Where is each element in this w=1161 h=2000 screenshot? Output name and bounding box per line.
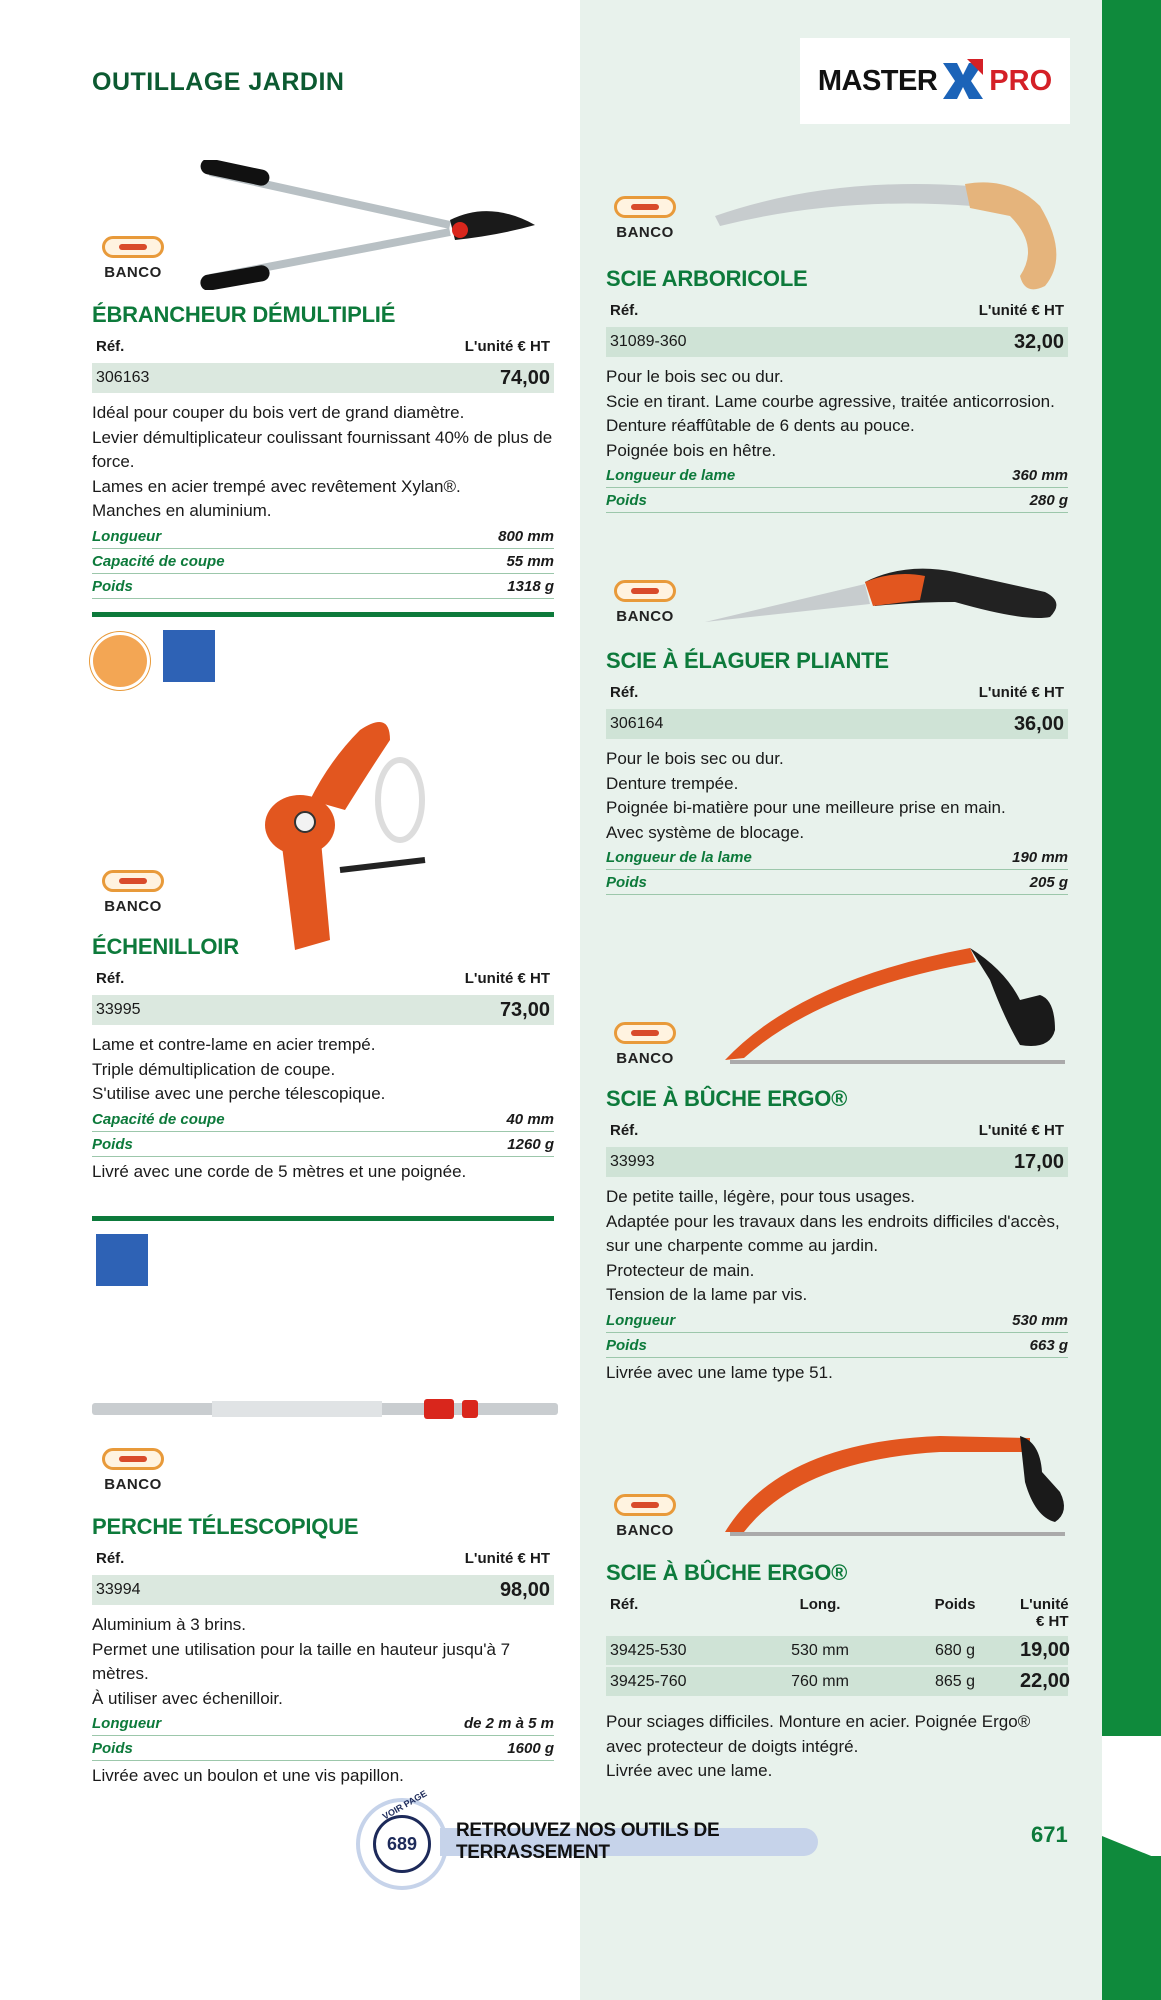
text-line: Manches en aluminium. — [92, 501, 272, 520]
text-line: de 2 m à 5 m — [463, 1715, 554, 1732]
text-line: Longueur de lame — [606, 467, 736, 484]
product-perche — [92, 1514, 554, 1789]
text-line: Longueur — [92, 527, 162, 545]
text-line: 32,00 — [1013, 330, 1064, 353]
product-description — [92, 401, 554, 524]
text-line: 33993 — [610, 1153, 655, 1170]
see-page-label: VOIR PAGE — [380, 1788, 429, 1822]
product-note: Livrée avec un boulon et une vis papillon. — [92, 1766, 404, 1785]
text-line: 190 mm — [1012, 849, 1068, 866]
spec-row — [92, 574, 554, 599]
text-line: Longueur — [606, 1311, 676, 1329]
logo-cross-icon — [943, 59, 983, 103]
text-line: Permet une utilisation pour la taille en hauteur jusqu'à 7 mètres. — [92, 1639, 511, 1683]
side-green-strip — [1102, 0, 1161, 2000]
text-line: 17,00 — [1013, 1150, 1064, 1173]
product-description — [606, 365, 1068, 463]
product-title: ÉCHENILLOIR — [92, 934, 239, 959]
product-title: SCIE À BÛCHE ERGO® — [606, 1560, 848, 1585]
ref-row — [606, 709, 1068, 739]
cross-reference-banner[interactable]: RETROUVEZ NOS OUTILS DE TERRASSEMENT — [440, 1828, 818, 1856]
text-line: Avec système de blocage. — [606, 822, 805, 842]
product-title: SCIE À ÉLAGUER PLIANTE — [606, 648, 889, 673]
bow-saw-small-illustration — [720, 940, 1075, 1075]
text-line: 360 mm — [1012, 467, 1068, 484]
product-description — [92, 1033, 554, 1107]
guarantee-badge-icon — [90, 632, 150, 690]
text-line: 205 g — [1029, 874, 1068, 891]
section-title: OUTILLAGE JARDIN — [92, 68, 345, 96]
page-number: 671 — [1031, 1822, 1068, 1847]
text-line: Levier démultiplicateur coulissant fournissant 40% de plus de force. — [92, 427, 553, 471]
price-label: L'unité € HT — [464, 338, 550, 355]
spec-row — [606, 1308, 1068, 1333]
text-line: 680 g — [934, 1641, 976, 1659]
ref-row — [606, 1147, 1068, 1177]
spec-row — [606, 463, 1068, 488]
text-line: 98,00 — [499, 1578, 550, 1601]
spec-row — [92, 1711, 554, 1736]
spec-row — [92, 1132, 554, 1157]
see-page-number: 689 — [373, 1815, 431, 1873]
text-line: Poids — [92, 577, 133, 595]
bow-saw-large-illustration — [720, 1422, 1075, 1542]
spec-row — [606, 1333, 1068, 1358]
product-description — [606, 1710, 1068, 1784]
logo-pro-text: PRO — [989, 64, 1053, 97]
text-line: 39425-760 — [610, 1672, 687, 1690]
ref-row — [92, 995, 554, 1025]
banco-logo: BANCO — [96, 236, 170, 288]
pruner-illustration — [250, 710, 450, 970]
text-line: Adaptée pour les travaux dans les endroits difficiles d'accès, — [606, 1211, 1060, 1231]
text-line: Poignée bi-matière pour une meilleure prise en main. — [606, 798, 1006, 817]
text-line: Poids — [92, 1740, 133, 1757]
table-row — [606, 1667, 1071, 1696]
product-description — [92, 1613, 554, 1711]
text-line: 19,00 — [1020, 1639, 1071, 1661]
product-echenilloir — [92, 934, 554, 1184]
logo-master-text: MASTER — [817, 64, 938, 97]
text-line: Longueur de la lame — [606, 849, 752, 866]
text-line: 306164 — [610, 715, 664, 732]
text-line: sur une charpente comme au jardin. — [606, 1236, 879, 1255]
product-scie-elaguer — [606, 648, 1068, 895]
ref-row — [92, 363, 554, 393]
text-line: Réf. — [96, 970, 125, 987]
spec-row — [92, 1107, 554, 1132]
text-line: Lame et contre-lame en acier trempé. — [92, 1035, 376, 1054]
text-line: Tension de la lame par vis. — [606, 1285, 808, 1304]
text-line: Protecteur de main. — [606, 1260, 755, 1280]
text-line: Aluminium à 3 brins. — [92, 1615, 247, 1634]
text-line: Poids — [934, 1596, 976, 1613]
text-line: Denture trempée. — [606, 773, 739, 793]
table-row — [606, 1636, 1071, 1665]
product-ebrancheur — [92, 302, 554, 599]
text-line: 280 g — [1029, 492, 1068, 509]
text-line: L'unité € HT — [978, 1122, 1064, 1139]
spec-row — [606, 488, 1068, 513]
section-divider — [92, 1216, 554, 1221]
table-header — [606, 1596, 1068, 1630]
text-line: 33994 — [96, 1581, 141, 1598]
text-line: 36,00 — [1013, 712, 1064, 735]
text-line: Idéal pour couper du bois vert de grand diamètre. — [92, 403, 465, 422]
text-line: Long. — [799, 1596, 841, 1613]
banco-logo: BANCO — [96, 1448, 170, 1500]
banco-logo: BANCO — [608, 1022, 682, 1074]
folding-saw-illustration — [705, 562, 1065, 632]
text-line: 1600 g — [507, 1740, 554, 1757]
text-line: Pour sciages difficiles. Monture en acier. Poignée Ergo® — [606, 1712, 1031, 1731]
text-line: Livrée avec une lame. — [606, 1761, 773, 1780]
banco-logo: BANCO — [96, 870, 170, 922]
text-line: Lames en acier trempé avec revêtement Xylan®. — [92, 476, 461, 496]
spec-row — [606, 870, 1068, 895]
banco-logo: BANCO — [608, 580, 682, 632]
text-line: L'unité € HT — [464, 970, 550, 987]
banco-logo: BANCO — [608, 196, 682, 248]
text-line: 39425-530 — [610, 1641, 687, 1659]
product-note: Livré avec une corde de 5 mètres et une poignée. — [92, 1161, 467, 1181]
text-line: Poids — [606, 874, 647, 891]
text-line: Denture réaffûtable de 6 dents au pouce. — [606, 416, 915, 435]
text-line: L'unité € HT — [978, 302, 1064, 319]
text-line: 1260 g — [507, 1135, 554, 1153]
spec-row — [92, 549, 554, 574]
product-description — [606, 747, 1068, 845]
ref-row — [606, 327, 1068, 357]
spec-row — [92, 1736, 554, 1761]
text-line: L'unité € HT — [1020, 1596, 1069, 1630]
spec-row — [92, 524, 554, 549]
text-line: L'unité € HT — [464, 1550, 550, 1567]
ref-row — [92, 1575, 554, 1605]
text-line: Pour le bois sec ou dur. — [606, 367, 784, 386]
lopper-illustration — [200, 160, 545, 290]
text-line: À utiliser avec échenilloir. — [92, 1688, 283, 1708]
text-line: 530 mm — [1012, 1311, 1068, 1329]
text-line: 865 g — [934, 1672, 976, 1690]
telescopic-pole-illustration — [92, 1396, 558, 1422]
text-line: 33995 — [96, 1001, 141, 1018]
certification-badge-icon — [96, 1234, 148, 1286]
text-line: L'unité € HT — [978, 684, 1064, 701]
text-line: avec protecteur de doigts intégré. — [606, 1736, 859, 1756]
product-note: Livrée avec une lame type 51. — [606, 1362, 833, 1382]
text-line: 760 mm — [791, 1672, 849, 1690]
text-line: Poids — [606, 1336, 647, 1354]
text-line: Réf. — [610, 1596, 639, 1613]
text-line: Réf. — [96, 1550, 125, 1567]
text-line: Capacité de coupe — [92, 1110, 225, 1128]
product-scie-buche-1 — [606, 1086, 1068, 1385]
ref-value: 306163 — [96, 369, 150, 386]
product-title: ÉBRANCHEUR DÉMULTIPLIÉ — [92, 302, 396, 327]
text-line: 31089-360 — [610, 333, 687, 350]
spec-row — [606, 845, 1068, 870]
product-title: SCIE À BÛCHE ERGO® — [606, 1086, 848, 1111]
text-line: Longueur — [92, 1715, 162, 1732]
text-line: Réf. — [610, 1122, 639, 1139]
text-line: Poignée bois en hêtre. — [606, 440, 777, 460]
text-line: De petite taille, légère, pour tous usages. — [606, 1187, 916, 1206]
text-line: Triple démultiplication de coupe. — [92, 1059, 336, 1079]
product-title: PERCHE TÉLESCOPIQUE — [92, 1514, 359, 1539]
text-line: 663 g — [1029, 1336, 1068, 1354]
text-line: Réf. — [610, 302, 639, 319]
certification-badge-icon — [163, 630, 215, 682]
price-value: 74,00 — [499, 366, 550, 389]
text-line: Réf. — [610, 684, 639, 701]
side-strip-arrow — [1102, 1836, 1161, 1860]
section-divider — [92, 612, 554, 617]
text-line: S'utilise avec une perche télescopique. — [92, 1084, 386, 1103]
text-line: Pour le bois sec ou dur. — [606, 749, 784, 768]
text-line: 73,00 — [499, 998, 550, 1021]
text-line: 1318 g — [507, 577, 554, 595]
product-description — [606, 1185, 1068, 1308]
text-line: 800 mm — [498, 527, 554, 545]
ref-label: Réf. — [96, 338, 125, 355]
text-line: Poids — [92, 1135, 133, 1153]
product-scie-buche-2 — [606, 1560, 1071, 1784]
text-line: Poids — [606, 492, 647, 509]
text-line: Scie en tirant. Lame courbe agressive, traitée anticorrosion. — [606, 391, 1055, 411]
product-scie-arboricole — [606, 266, 1068, 513]
text-line: 55 mm — [506, 552, 554, 570]
text-line: Capacité de coupe — [92, 552, 225, 570]
banco-logo: BANCO — [608, 1494, 682, 1546]
text-line: 22,00 — [1020, 1670, 1071, 1692]
text-line: 530 mm — [791, 1641, 849, 1659]
product-title: SCIE ARBORICOLE — [606, 266, 808, 291]
text-line: 40 mm — [506, 1110, 554, 1128]
masterpro-logo — [800, 38, 1070, 124]
